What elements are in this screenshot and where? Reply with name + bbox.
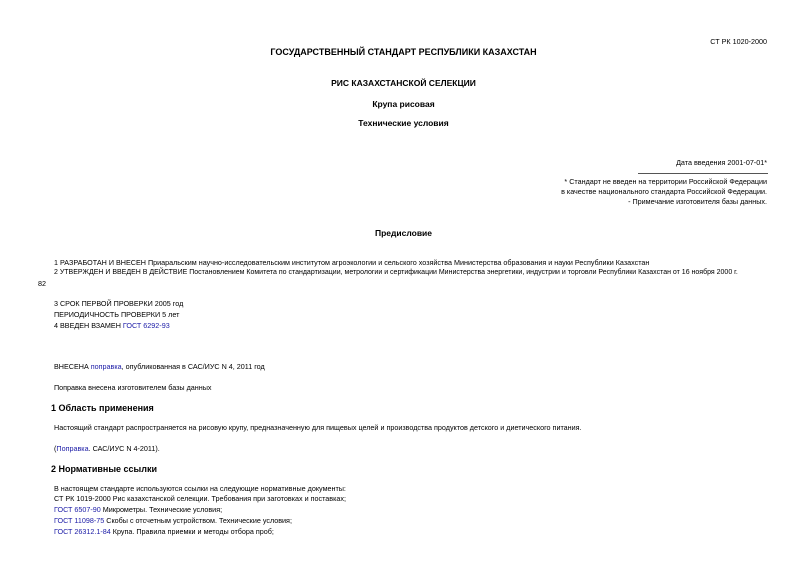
section-1-text: Настоящий стандарт распространяется на рисовую крупу, предназначенную для пищевых целей и производства продуктов детского и диетического питания. bbox=[54, 423, 582, 432]
normative-ref-2 bbox=[54, 505, 222, 514]
footnote-line-2: в качестве национального стандарта Российской Федерации. bbox=[561, 187, 767, 196]
ref-code: СТ РК 1019-2000 bbox=[54, 494, 111, 503]
amendment-line bbox=[54, 362, 265, 371]
standard-title: ГОСУДАРСТВЕННЫЙ СТАНДАРТ РЕСПУБЛИКИ КАЗАХСТАН bbox=[270, 47, 537, 57]
spec-title: Технические условия bbox=[358, 118, 449, 128]
standard-subtitle: РИС КАЗАХСТАНСКОЙ СЕЛЕКЦИИ bbox=[331, 78, 476, 88]
normative-ref-4 bbox=[54, 527, 274, 536]
gost-11098-75-link[interactable]: ГОСТ 11098-75 bbox=[54, 516, 105, 525]
section-2-intro: В настоящем стандарте используются ссылки на следующие нормативные документы: bbox=[54, 484, 346, 493]
section-1-amendment-link[interactable]: Поправка bbox=[56, 444, 89, 453]
section-2-heading: 2 Нормативные ссылки bbox=[51, 464, 157, 474]
preface-heading: Предисловие bbox=[374, 228, 433, 238]
ref-text: Микрометры. Технические условия; bbox=[100, 505, 223, 514]
preface-item-2: 2 УТВЕРЖДЕН И ВВЕДЕН В ДЕЙСТВИЕ Постановлением Комитета по стандартизации, метрологии и сертификации Министерства энергетики, индустрии и торговли Республики Казахстан от 16 ноября 2000 г. bbox=[54, 269, 738, 276]
ref-open-paren: ( bbox=[54, 444, 57, 453]
footnote-divider bbox=[638, 173, 768, 174]
gost-26312-1-84-link[interactable]: ГОСТ 26312.1-84 bbox=[54, 527, 111, 536]
preface-item-3: 3 СРОК ПЕРВОЙ ПРОВЕРКИ 2005 год bbox=[54, 299, 184, 308]
amendment-prefix: ВНЕСЕНА bbox=[54, 362, 91, 371]
ref-text: Скобы с отсчетным устройством. Технические условия; bbox=[104, 516, 292, 525]
section-1-amendment-ref bbox=[54, 444, 160, 453]
section-1-heading: 1 Область применения bbox=[51, 403, 154, 413]
preface-item-4-text: 4 ВВЕДЕН ВЗАМЕН bbox=[54, 321, 123, 330]
ref-text: Рис казахстанской селекции. Требования при заготовках и поставках; bbox=[110, 494, 347, 503]
preface-item-3-periodicity: ПЕРИОДИЧНОСТЬ ПРОВЕРКИ 5 лет bbox=[54, 310, 180, 319]
preface-item-1: 1 РАЗРАБОТАН И ВНЕСЕН Приаральским научно-исследовательским институтом агроэкологии и сельского хозяйства Министерства образования и науки Республики Казахстан bbox=[54, 258, 650, 267]
ref-rest: . САС/ИУС N 4-2011). bbox=[88, 444, 160, 453]
amendment-suffix: , опубликованная в САС/ИУС N 4, 2011 год bbox=[121, 362, 265, 371]
gost-6507-90-link[interactable]: ГОСТ 6507-90 bbox=[54, 505, 101, 514]
preface-item-2-continuation: 82 bbox=[38, 279, 46, 288]
normative-ref-3 bbox=[54, 516, 292, 525]
intro-date: Дата введения 2001-07-01* bbox=[676, 158, 767, 167]
amendment-link[interactable]: поправка bbox=[90, 362, 122, 371]
gost-6292-93-link[interactable]: ГОСТ 6292-93 bbox=[122, 321, 170, 330]
preface-item-4 bbox=[54, 321, 170, 330]
product-name: Крупа рисовая bbox=[372, 99, 435, 109]
footnote-line-1: * Стандарт не введен на территории Российской Федерации bbox=[564, 177, 767, 186]
normative-ref-1 bbox=[54, 494, 346, 503]
document-code: СТ РК 1020-2000 bbox=[710, 37, 767, 46]
ref-text: Крупа. Правила приемки и методы отбора проб; bbox=[110, 527, 274, 536]
amendment-note: Поправка внесена изготовителем базы данных bbox=[54, 383, 212, 392]
footnote-line-3: - Примечание изготовителя базы данных. bbox=[628, 197, 767, 206]
